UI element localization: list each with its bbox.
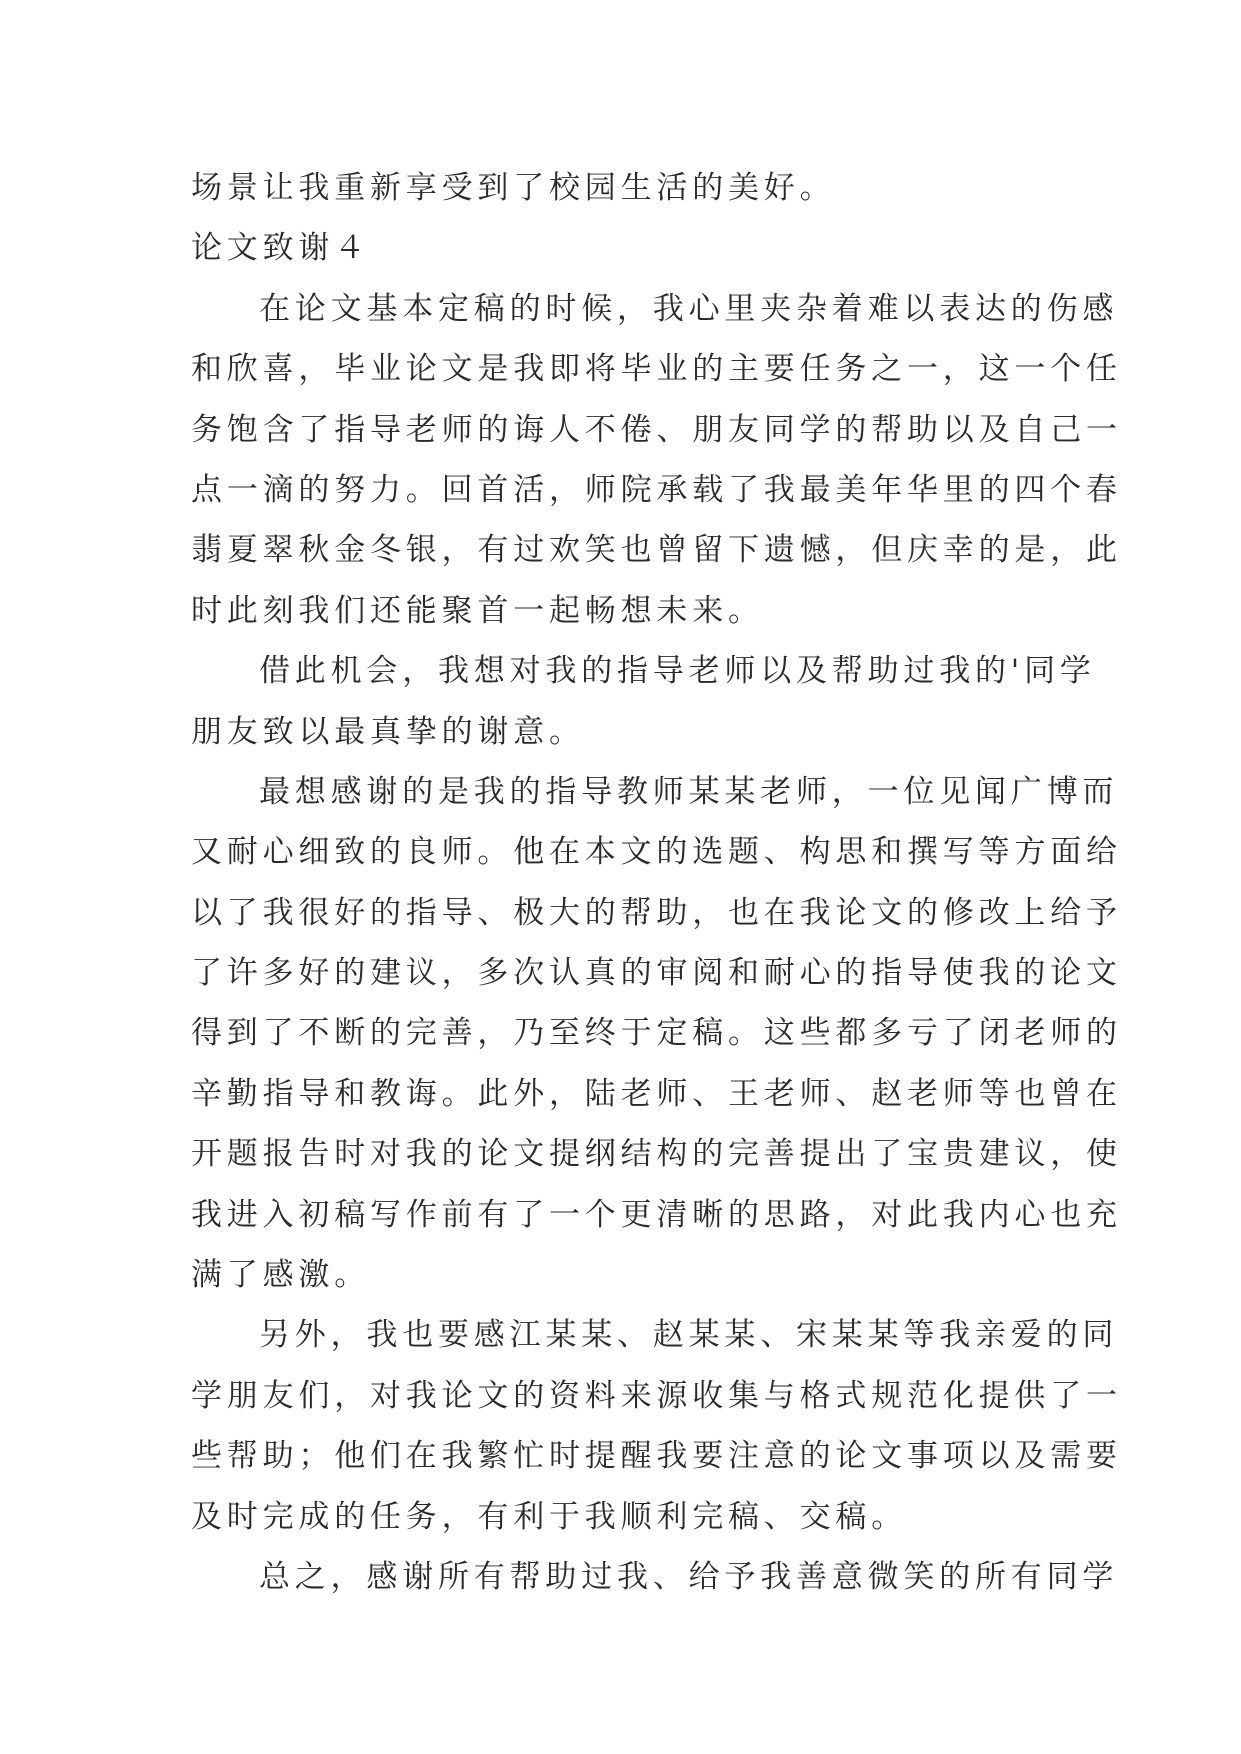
text-line: 些帮助；他们在我繁忙时提醒我要注意的论文事项以及需要	[191, 1438, 1122, 1475]
text-line: 了许多好的建议，多次认真的审阅和耐心的指导使我的论文	[191, 955, 1122, 992]
text-line: 开题报告时对我的论文提纲结构的完善提出了宝贵建议，使	[191, 1136, 1122, 1173]
text-line: 时此刻我们还能聚首一起畅想未来。	[191, 592, 764, 629]
text-line: 点一滴的努力。回首活，师院承载了我最美年华里的四个春	[191, 471, 1122, 508]
text-line: 及时完成的任务，有利于我顺利完稿、交稿。	[191, 1498, 907, 1535]
text-line: 以了我很好的指导、极大的帮助，也在我论文的修改上给予	[191, 894, 1122, 931]
text-line: 学朋友们，对我论文的资料来源收集与格式规范化提供了一	[191, 1377, 1122, 1414]
text-line: 在论文基本定稿的时候，我心里夹杂着难以表达的伤感	[259, 290, 1119, 327]
section-heading: 论文致谢４	[191, 230, 370, 267]
text-line: 借此机会，我想对我的指导老师以及帮助过我的'同学	[259, 653, 1096, 690]
text-line: 总之，感谢所有帮助过我、给予我善意微笑的所有同学	[259, 1558, 1119, 1595]
text-line: 又耐心细致的良师。他在本文的选题、构思和撰写等方面给	[191, 834, 1122, 871]
document-body	[191, 158, 1122, 1607]
text-line: 得到了不断的完善，乃至终于定稿。这些都多亏了闭老师的	[191, 1015, 1122, 1052]
text-line: 辛勤指导和教诲。此外，陆老师、王老师、赵老师等也曾在	[191, 1075, 1122, 1112]
text-line: 满了感激。	[191, 1257, 370, 1294]
text-line: 最想感谢的是我的指导教师某某老师，一位见闻广博而	[259, 773, 1119, 810]
text-line: 场景让我重新享受到了校园生活的美好。	[191, 170, 836, 206]
text-line: 翡夏翠秋金冬银，有过欢笑也曾留下遗憾，但庆幸的是，此	[191, 532, 1122, 569]
text-line: 朋友致以最真挚的谢意。	[191, 713, 585, 750]
text-line: 和欣喜，毕业论文是我即将毕业的主要任务之一，这一个任	[191, 351, 1122, 388]
text-line: 务饱含了指导老师的诲人不倦、朋友同学的帮助以及自己一	[191, 411, 1122, 448]
text-line: 我进入初稿写作前有了一个更清晰的思路，对此我内心也充	[191, 1196, 1122, 1233]
text-line: 另外，我也要感江某某、赵某某、宋某某等我亲爱的同	[259, 1317, 1119, 1354]
